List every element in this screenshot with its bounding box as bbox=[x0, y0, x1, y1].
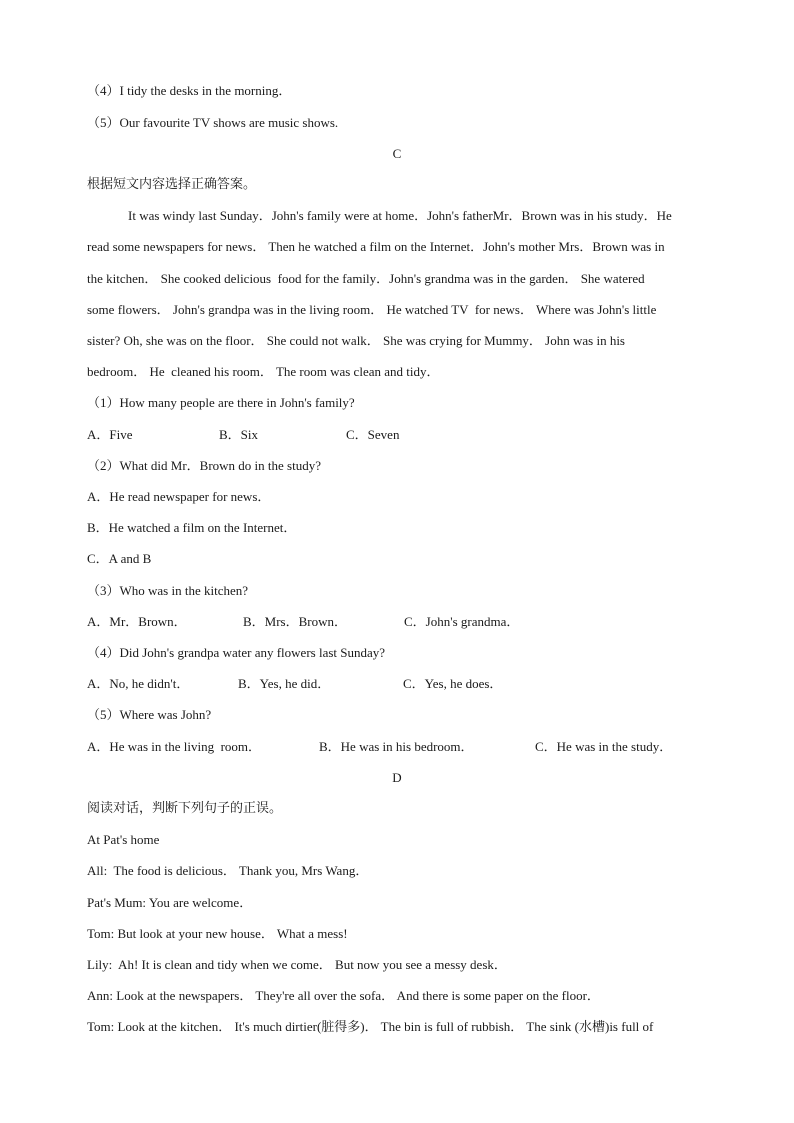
question-5-option-c: C．He was in the study． bbox=[535, 739, 673, 754]
question-2-option-b: B．He watched a film on the Internet． bbox=[87, 520, 297, 535]
question-4-option-b: B．Yes, he did． bbox=[238, 676, 331, 691]
section-d-instruction: 阅读对话，判断下列句子的正误。 bbox=[87, 801, 283, 816]
question-3-option-b: B．Mrs．Brown． bbox=[243, 614, 348, 629]
section-c-instruction: 根据短文内容选择正确答案。 bbox=[87, 177, 257, 192]
question-1-option-a: A．Five bbox=[87, 427, 133, 442]
question-5-stem: （5）Where was John? bbox=[87, 707, 212, 722]
section-c-heading: C bbox=[392, 146, 402, 161]
question-4-stem: （4）Did John's grandpa water any flowers last Sunday? bbox=[87, 645, 386, 660]
section-d-heading: D bbox=[392, 770, 402, 785]
question-2-option-a: A．He read newspaper for news． bbox=[87, 489, 271, 504]
passage-line: the kitchen． She cooked delicious food for the family．John's grandma was in the garden． She watered bbox=[87, 271, 645, 286]
dialogue-line: At Pat's home bbox=[87, 832, 160, 847]
statement-4: （4）I tidy the desks in the morning． bbox=[87, 83, 292, 98]
dialogue-line: Ann: Look at the newspapers． They're all over the sofa． And there is some paper on the floor． bbox=[87, 988, 600, 1003]
statement-5: （5）Our favourite TV shows are music shows. bbox=[87, 115, 339, 130]
question-1-stem: （1）How many people are there in John's family? bbox=[87, 395, 355, 410]
dialogue-line: Lily: Ah! It is clean and tidy when we come． But now you see a messy desk． bbox=[87, 957, 507, 972]
passage-line: It was windy last Sunday．John's family were at home．John's fatherMr．Brown was in his study．He bbox=[128, 208, 672, 223]
dialogue-line: Tom: But look at your new house． What a mess! bbox=[87, 926, 348, 941]
question-2-option-c: C．A and B bbox=[87, 551, 152, 566]
question-2-stem: （2）What did Mr．Brown do in the study? bbox=[87, 458, 321, 473]
question-3-option-a: A．Mr．Brown． bbox=[87, 614, 187, 629]
question-4-option-a: A．No, he didn't． bbox=[87, 676, 190, 691]
question-4-option-c: C．Yes, he does． bbox=[403, 676, 503, 691]
dialogue-line: Pat's Mum: You are welcome． bbox=[87, 895, 253, 910]
passage-line: bedroom． He cleaned his room． The room was clean and tidy． bbox=[87, 364, 440, 379]
question-5-option-b: B．He was in his bedroom． bbox=[319, 739, 474, 754]
dialogue-line: Tom: Look at the kitchen． It's much dirtier(脏得多)． The bin is full of rubbish． The sink (水槽)is full of bbox=[87, 1019, 654, 1034]
passage-line: read some newspapers for news． Then he watched a film on the Internet．John's mother Mrs．Brown was in bbox=[87, 239, 665, 254]
question-1-option-c: C．Seven bbox=[346, 427, 400, 442]
question-3-option-c: C．John's grandma． bbox=[404, 614, 520, 629]
passage-line: sister? Oh, she was on the floor． She could not walk． She was crying for Mummy． John was in his bbox=[87, 333, 625, 348]
question-1-option-b: B．Six bbox=[219, 427, 259, 442]
passage-line: some flowers． John's grandpa was in the living room． He watched TV for news． Where was John's little bbox=[87, 302, 657, 317]
question-5-option-a: A．He was in the living room． bbox=[87, 739, 262, 754]
dialogue-line: All: The food is delicious． Thank you, Mrs Wang． bbox=[87, 863, 369, 878]
question-3-stem: （3）Who was in the kitchen? bbox=[87, 583, 249, 598]
